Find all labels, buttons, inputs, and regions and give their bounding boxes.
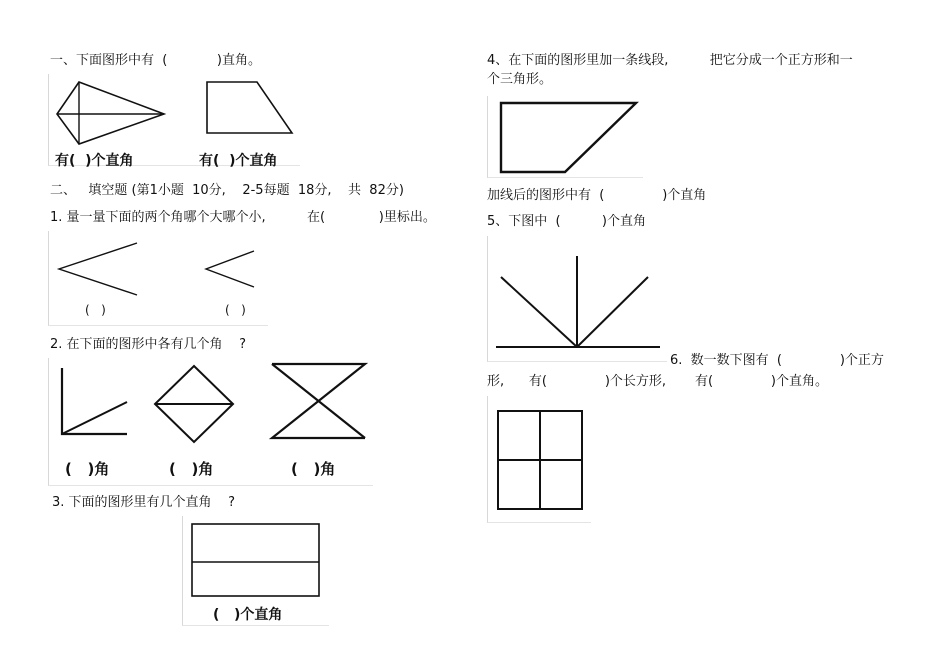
section2-header: 二、 填空题 (第1小题 10分, 2-5每题 18分, 共 82分) xyxy=(50,183,404,198)
trapezoid-split-drawing xyxy=(488,96,644,178)
q6-line1: 6. 数一数下图有 ( )个正方 xyxy=(670,353,884,368)
q2-caption-angle: ( )角 xyxy=(65,460,110,478)
q5-text: 5、下图中 ( )个直角 xyxy=(487,214,647,229)
right-trapezoid-shape xyxy=(501,103,636,172)
q6-figure xyxy=(487,396,591,523)
trapezoid-caption: 有( )个直角 xyxy=(199,153,278,169)
small-angle xyxy=(206,251,254,287)
grid-drawing xyxy=(488,396,592,523)
q2-figure xyxy=(48,358,373,486)
left-ray xyxy=(501,277,577,347)
angle-shape xyxy=(62,368,127,434)
q1-figure xyxy=(48,231,268,326)
right-ray xyxy=(577,277,648,347)
trapezoid-shape xyxy=(207,82,292,133)
q2-caption-hourglass: ( )角 xyxy=(291,460,336,478)
q1-text: 1. 量一量下面的两个角哪个大哪个小, 在( )里标出。 xyxy=(50,210,436,225)
q5-figure xyxy=(487,236,667,362)
section1-question: 一、下面图形中有 ( )直角。 xyxy=(50,53,261,68)
q4-line2: 个三角形。 xyxy=(487,72,553,87)
q3-figure xyxy=(182,516,329,626)
q3-text: 3. 下面的图形里有几个直角 ? xyxy=(52,495,235,510)
q4-answer: 加线后的图形中有 ( )个直角 xyxy=(487,188,707,203)
kite-shape xyxy=(57,82,164,144)
q1-paren-left: ( ) xyxy=(85,303,106,317)
angle-ray xyxy=(62,402,127,434)
q2-caption-diamond: ( )角 xyxy=(169,460,214,478)
kite-caption: 有( )个直角 xyxy=(55,153,134,169)
q1-paren-right: ( ) xyxy=(225,303,246,317)
rays-drawing xyxy=(488,236,668,362)
section1-figures xyxy=(48,74,300,169)
q4-line1: 4、在下面的图形里加一条线段, 把它分成一个正方形和一 xyxy=(487,53,853,68)
q4-figure xyxy=(487,96,643,178)
large-angle xyxy=(59,243,137,295)
q3-caption: ( )个直角 xyxy=(213,607,283,623)
outer-rectangle xyxy=(192,524,319,596)
q6-line2: 形, 有( )个长方形, 有( )个直角。 xyxy=(487,374,828,389)
q2-text: 2. 在下面的图形中各有几个角 ? xyxy=(50,337,246,352)
